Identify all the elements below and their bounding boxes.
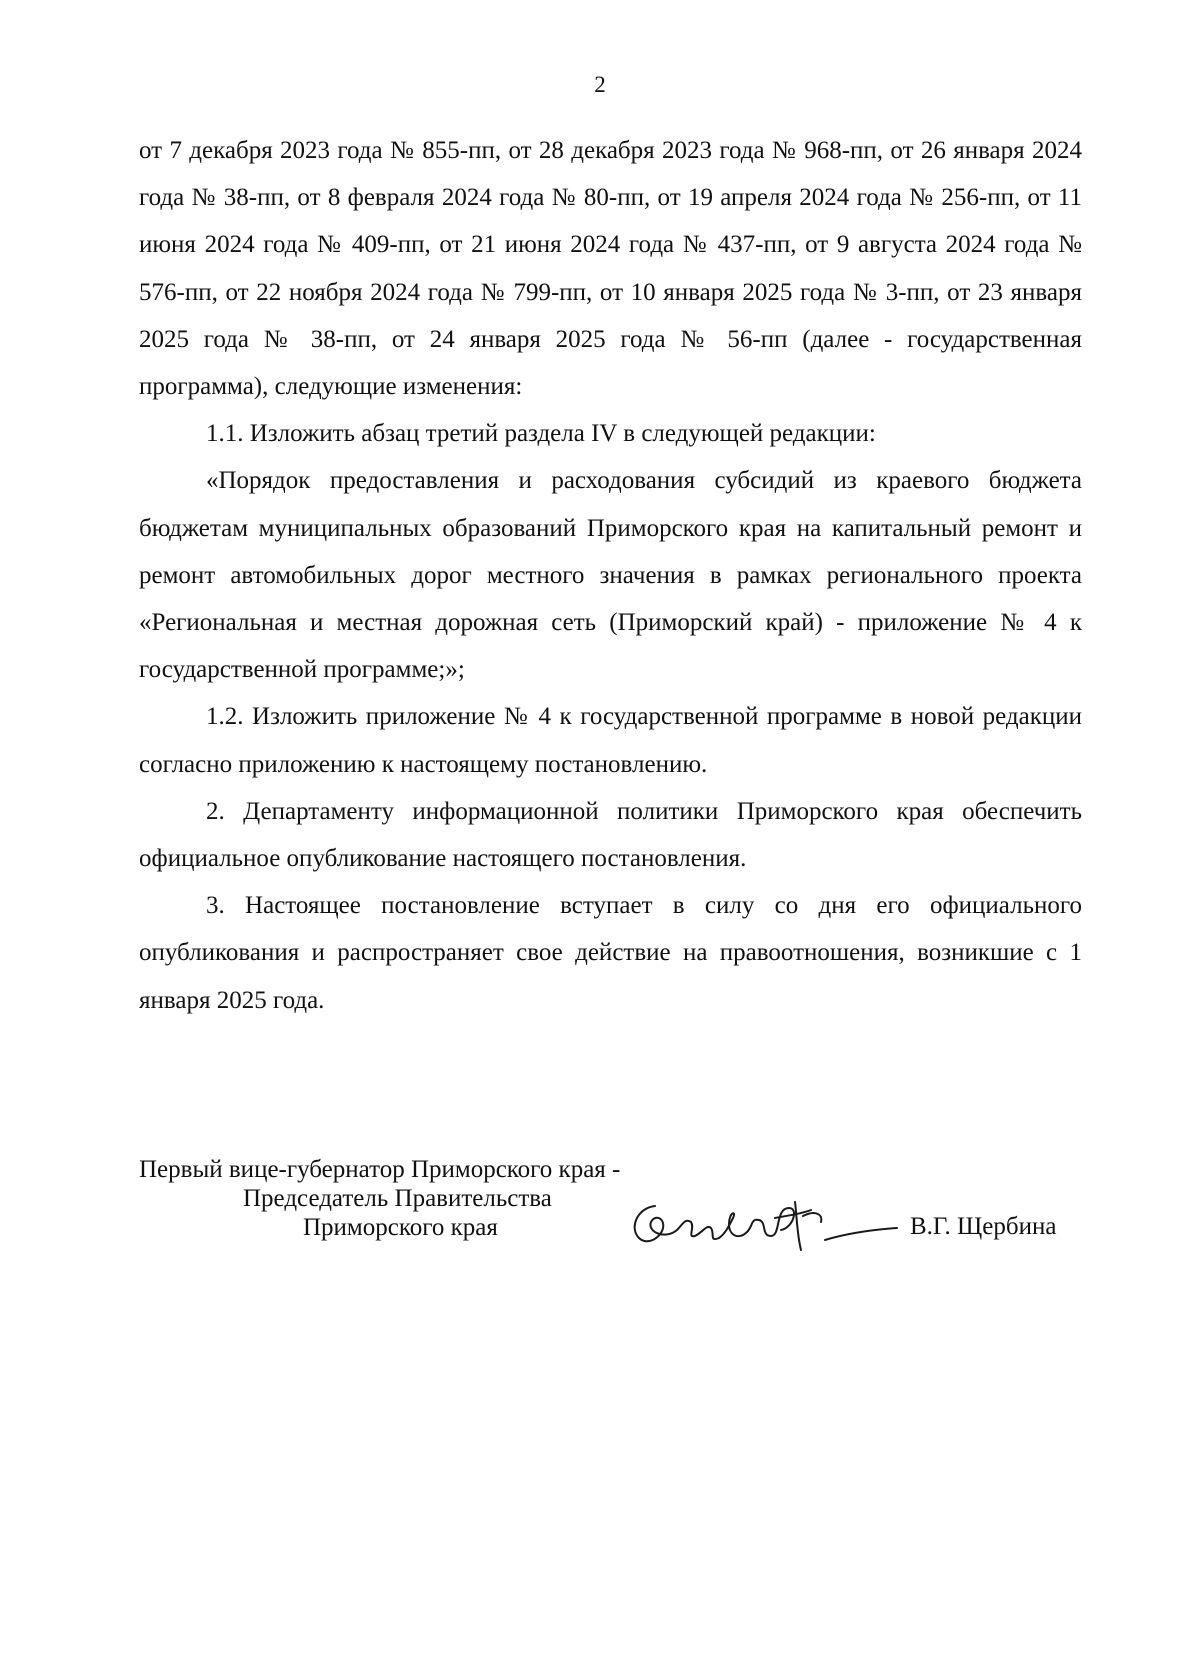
- paragraph-item-1-2: 1.2. Изложить приложение № 4 к государственной программе в новой редакции согласно приложению к настоящему постановлению.: [139, 703, 1082, 778]
- signatory-title-line: Приморского края: [303, 1214, 498, 1241]
- signatory-title-line: Председатель Правительства: [243, 1185, 552, 1212]
- document-body: [139, 127, 1082, 1024]
- paragraph-item-3: 3. Настоящее постановление вступает в силу со дня его официального опубликования и распространяет свое действие на правоотношения, возникшие с 1 января 2025 года.: [139, 892, 1082, 1014]
- paragraph-amendment-list: от 7 декабря 2023 года № 855-пп, от 28 декабря 2023 года № 968-пп, от 26 января 2024 года № 38-пп, от 8 февраля 2024 года № 80-пп, от 19 апреля 2024 года № 256-пп, от 11 июня 2024 года № 409-пп, от 21 июня 2024 года № 437-пп, от 9 августа 2024 года № 576-пп, от 22 ноября 2024 года № 799-пп, от 10 января 2025 года № 3-пп, от 23 января 2025 года № 38-пп, от 24 января 2025 года № 56-пп (далее - государственная программа), следующие изменения:: [139, 137, 1082, 401]
- page-number: 2: [594, 72, 606, 97]
- signatory-title: [139, 1155, 620, 1242]
- signatory-title-line: Первый вице-губернатор Приморского края -: [139, 1156, 621, 1183]
- paragraph-quoted-text: «Порядок предоставления и расходования субсидий из краевого бюджета бюджетам муниципальных образований Приморского края на капитальный ремонт и ремонт автомобильных дорог местного значения в рамках регионального проекта «Региональная и местная дорожная сеть (Приморский край) - приложение № 4 к государственной программе;»;: [139, 467, 1082, 684]
- signer-name: В.Г. Щербина: [910, 1213, 1057, 1240]
- paragraph-item-2: 2. Департаменту информационной политики Приморского края обеспечить официальное опубликование настоящего постановления.: [139, 797, 1082, 873]
- handwritten-signature: [625, 1188, 905, 1258]
- paragraph-item-1-1: 1.1. Изложить абзац третий раздела IV в следующей редакции:: [206, 420, 876, 448]
